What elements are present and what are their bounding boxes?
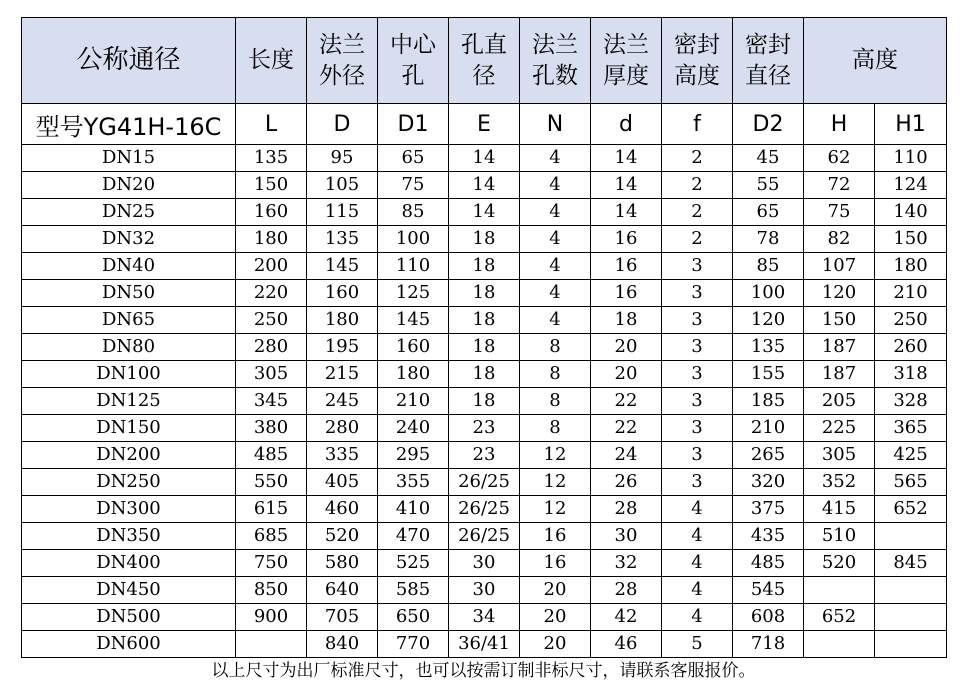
- table-cell: 150: [804, 307, 875, 334]
- table-cell: 14: [591, 172, 662, 199]
- table-cell: 16: [591, 226, 662, 253]
- table-cell: 640: [307, 577, 378, 604]
- table-cell: 160: [236, 199, 307, 226]
- table-cell: 210: [378, 388, 449, 415]
- table-row: [22, 307, 947, 334]
- header-nominal-diameter: 公称通径: [22, 18, 236, 104]
- table-cell: 180: [875, 253, 947, 280]
- table-cell: 405: [307, 469, 378, 496]
- table-cell: 85: [378, 199, 449, 226]
- table-cell: 3: [662, 388, 733, 415]
- table-cell: DN15: [22, 145, 236, 172]
- table-cell: 8: [520, 415, 591, 442]
- table-cell: 3: [662, 415, 733, 442]
- table-cell: DN100: [22, 361, 236, 388]
- table-cell: 18: [449, 280, 520, 307]
- table-cell: 18: [591, 307, 662, 334]
- symbol-D1: D1: [378, 104, 449, 145]
- table-cell: 42: [591, 604, 662, 631]
- table-cell: [875, 577, 947, 604]
- table-cell: 30: [449, 577, 520, 604]
- table-cell: 460: [307, 496, 378, 523]
- table-cell: 45: [733, 145, 804, 172]
- table-row: [22, 496, 947, 523]
- table-row: [22, 631, 947, 658]
- table-cell: 115: [307, 199, 378, 226]
- table-cell: 580: [307, 550, 378, 577]
- table-cell: 705: [307, 604, 378, 631]
- table-cell: 14: [449, 145, 520, 172]
- header-height: 高度: [804, 18, 947, 104]
- table-row: [22, 334, 947, 361]
- table-cell: 145: [307, 253, 378, 280]
- table-cell: 20: [591, 334, 662, 361]
- table-cell: 470: [378, 523, 449, 550]
- table-cell: 75: [804, 199, 875, 226]
- table-cell: 16: [591, 280, 662, 307]
- table-cell: DN450: [22, 577, 236, 604]
- table-cell: 4: [662, 496, 733, 523]
- table-cell: 36/41: [449, 631, 520, 658]
- table-cell: 120: [804, 280, 875, 307]
- table-cell: 18: [449, 388, 520, 415]
- header-flange-outer-diameter: 法兰 外径: [307, 18, 378, 104]
- table-cell: 140: [875, 199, 947, 226]
- table-cell: 187: [804, 334, 875, 361]
- table-cell: 225: [804, 415, 875, 442]
- table-cell: 150: [236, 172, 307, 199]
- table-row: [22, 523, 947, 550]
- table-cell: DN125: [22, 388, 236, 415]
- table-cell: 145: [378, 307, 449, 334]
- table-cell: 750: [236, 550, 307, 577]
- table-cell: 352: [804, 469, 875, 496]
- table-cell: 26: [591, 469, 662, 496]
- table-cell: 22: [591, 388, 662, 415]
- table-cell: 280: [307, 415, 378, 442]
- table-cell: 180: [378, 361, 449, 388]
- table-cell: 65: [378, 145, 449, 172]
- table-cell: 3: [662, 253, 733, 280]
- table-cell: 4: [520, 226, 591, 253]
- table-cell: DN40: [22, 253, 236, 280]
- table-cell: 160: [307, 280, 378, 307]
- table-row: [22, 145, 947, 172]
- table-cell: DN50: [22, 280, 236, 307]
- table-cell: 718: [733, 631, 804, 658]
- table-cell: 135: [307, 226, 378, 253]
- table-cell: 840: [307, 631, 378, 658]
- table-cell: 46: [591, 631, 662, 658]
- table-row: [22, 361, 947, 388]
- table-cell: 4: [520, 145, 591, 172]
- table-cell: 318: [875, 361, 947, 388]
- table-cell: 65: [733, 199, 804, 226]
- footer-note: 以上尺寸为出厂标准尺寸，也可以按需订制非标尺寸，请联系客服报价。: [211, 661, 756, 681]
- table-cell: 2: [662, 172, 733, 199]
- table-cell: 210: [733, 415, 804, 442]
- table-cell: [875, 631, 947, 658]
- symbol-D: D: [307, 104, 378, 145]
- header-center-hole: 中心 孔: [378, 18, 449, 104]
- table-cell: 520: [804, 550, 875, 577]
- table-cell: 4: [520, 172, 591, 199]
- table-cell: 28: [591, 577, 662, 604]
- table-cell: 125: [378, 280, 449, 307]
- table-cell: 4: [662, 577, 733, 604]
- table-cell: 55: [733, 172, 804, 199]
- table-cell: 295: [378, 442, 449, 469]
- table-cell: 380: [236, 415, 307, 442]
- table-row: [22, 388, 947, 415]
- table-cell: 335: [307, 442, 378, 469]
- table-cell: 510: [804, 523, 875, 550]
- table-row: [22, 172, 947, 199]
- table-cell: DN200: [22, 442, 236, 469]
- table-row: [22, 577, 947, 604]
- table-cell: 85: [733, 253, 804, 280]
- table-cell: 14: [449, 199, 520, 226]
- table-cell: 210: [875, 280, 947, 307]
- table-row: [22, 550, 947, 577]
- table-cell: 16: [591, 253, 662, 280]
- table-cell: DN20: [22, 172, 236, 199]
- table-cell: 652: [875, 496, 947, 523]
- table-cell: 26/25: [449, 469, 520, 496]
- table-cell: 18: [449, 334, 520, 361]
- table-cell: 95: [307, 145, 378, 172]
- table-cell: 14: [591, 199, 662, 226]
- table-cell: 14: [449, 172, 520, 199]
- header-length: 长度: [236, 18, 307, 104]
- header-flange-thickness: 法兰 厚度: [591, 18, 662, 104]
- table-cell: 245: [307, 388, 378, 415]
- table-cell: 150: [875, 226, 947, 253]
- table-row: [22, 199, 947, 226]
- table-cell: 16: [520, 523, 591, 550]
- table-cell: 120: [733, 307, 804, 334]
- table-cell: 4: [520, 280, 591, 307]
- symbol-H: H: [804, 104, 875, 145]
- table-cell: 14: [591, 145, 662, 172]
- table-cell: DN400: [22, 550, 236, 577]
- table-cell: 26/25: [449, 496, 520, 523]
- table-cell: 8: [520, 388, 591, 415]
- table-cell: 100: [378, 226, 449, 253]
- table-cell: 355: [378, 469, 449, 496]
- table-cell: 615: [236, 496, 307, 523]
- table-cell: 23: [449, 415, 520, 442]
- table-cell: 320: [733, 469, 804, 496]
- table-cell: 4: [520, 307, 591, 334]
- table-cell: 650: [378, 604, 449, 631]
- table-cell: 365: [875, 415, 947, 442]
- table-cell: 215: [307, 361, 378, 388]
- table-cell: 375: [733, 496, 804, 523]
- table-cell: 550: [236, 469, 307, 496]
- header-seal-height: 密封 高度: [662, 18, 733, 104]
- table-cell: 28: [591, 496, 662, 523]
- table-cell: 107: [804, 253, 875, 280]
- table-cell: 585: [378, 577, 449, 604]
- table-cell: DN600: [22, 631, 236, 658]
- table-cell: 305: [236, 361, 307, 388]
- table-cell: 525: [378, 550, 449, 577]
- table-cell: 20: [591, 361, 662, 388]
- table-cell: 75: [378, 172, 449, 199]
- table-cell: 415: [804, 496, 875, 523]
- table-cell: 565: [875, 469, 947, 496]
- table-cell: 32: [591, 550, 662, 577]
- table-cell: 3: [662, 280, 733, 307]
- table-cell: 4: [662, 523, 733, 550]
- table-cell: 12: [520, 469, 591, 496]
- table-cell: 425: [875, 442, 947, 469]
- table-cell: 3: [662, 307, 733, 334]
- table-cell: 22: [591, 415, 662, 442]
- table-cell: 18: [449, 361, 520, 388]
- symbol-H1: H1: [875, 104, 947, 145]
- table-cell: 2: [662, 199, 733, 226]
- table-cell: [875, 523, 947, 550]
- table-cell: DN25: [22, 199, 236, 226]
- table-cell: 250: [875, 307, 947, 334]
- table-cell: 16: [520, 550, 591, 577]
- table-cell: 685: [236, 523, 307, 550]
- table-row: [22, 469, 947, 496]
- table-cell: 220: [236, 280, 307, 307]
- table-cell: 195: [307, 334, 378, 361]
- table-cell: 105: [307, 172, 378, 199]
- table-cell: 240: [378, 415, 449, 442]
- table-cell: 62: [804, 145, 875, 172]
- table-cell: 20: [520, 577, 591, 604]
- table-cell: 845: [875, 550, 947, 577]
- table-cell: 4: [662, 604, 733, 631]
- table-cell: 8: [520, 334, 591, 361]
- table-cell: 200: [236, 253, 307, 280]
- table-cell: 20: [520, 631, 591, 658]
- table-cell: 26/25: [449, 523, 520, 550]
- table-cell: 205: [804, 388, 875, 415]
- table-row: [22, 442, 947, 469]
- header-row: [22, 18, 947, 104]
- table-cell: 260: [875, 334, 947, 361]
- table-cell: 18: [449, 253, 520, 280]
- table-cell: 30: [449, 550, 520, 577]
- table-cell: 23: [449, 442, 520, 469]
- table-cell: 485: [733, 550, 804, 577]
- symbol-N: N: [520, 104, 591, 145]
- table-row: [22, 280, 947, 307]
- symbol-L: L: [236, 104, 307, 145]
- table-row: [22, 226, 947, 253]
- dimensions-table: [21, 17, 947, 658]
- table-cell: 345: [236, 388, 307, 415]
- table-cell: 100: [733, 280, 804, 307]
- table-cell: 520: [307, 523, 378, 550]
- table-cell: [236, 631, 307, 658]
- table-cell: 850: [236, 577, 307, 604]
- table-cell: 4: [520, 253, 591, 280]
- table-cell: 3: [662, 469, 733, 496]
- table-cell: 2: [662, 226, 733, 253]
- table-cell: 24: [591, 442, 662, 469]
- table-cell: 2: [662, 145, 733, 172]
- table-cell: 328: [875, 388, 947, 415]
- header-seal-diameter: 密封 直径: [733, 18, 804, 104]
- table-cell: 110: [875, 145, 947, 172]
- table-cell: [804, 577, 875, 604]
- table-cell: 30: [591, 523, 662, 550]
- table-cell: 305: [804, 442, 875, 469]
- table-cell: 12: [520, 496, 591, 523]
- table-cell: 187: [804, 361, 875, 388]
- table-cell: 770: [378, 631, 449, 658]
- table-cell: 160: [378, 334, 449, 361]
- table-row: [22, 253, 947, 280]
- model-label: 型号YG41H-16C: [22, 104, 236, 145]
- table-cell: 34: [449, 604, 520, 631]
- table-cell: 18: [449, 307, 520, 334]
- table-cell: 545: [733, 577, 804, 604]
- table-cell: 410: [378, 496, 449, 523]
- table-cell: 652: [804, 604, 875, 631]
- symbol-f: f: [662, 104, 733, 145]
- table-cell: DN32: [22, 226, 236, 253]
- table-cell: 124: [875, 172, 947, 199]
- table-cell: 12: [520, 442, 591, 469]
- table-cell: 20: [520, 604, 591, 631]
- table-cell: 3: [662, 442, 733, 469]
- table-row: [22, 415, 947, 442]
- table-cell: 180: [307, 307, 378, 334]
- header-flange-hole-count: 法兰 孔数: [520, 18, 591, 104]
- table-cell: 8: [520, 361, 591, 388]
- table-cell: 280: [236, 334, 307, 361]
- table-cell: 18: [449, 226, 520, 253]
- table-cell: DN80: [22, 334, 236, 361]
- table-cell: 485: [236, 442, 307, 469]
- table-cell: 180: [236, 226, 307, 253]
- table-cell: 608: [733, 604, 804, 631]
- table-cell: DN250: [22, 469, 236, 496]
- symbol-d: d: [591, 104, 662, 145]
- table-row: [22, 604, 947, 631]
- table-cell: 250: [236, 307, 307, 334]
- table-cell: DN150: [22, 415, 236, 442]
- table-cell: 5: [662, 631, 733, 658]
- table-cell: 135: [236, 145, 307, 172]
- header-hole-diameter: 孔直 径: [449, 18, 520, 104]
- table-cell: DN500: [22, 604, 236, 631]
- table-cell: 72: [804, 172, 875, 199]
- symbol-D2: D2: [733, 104, 804, 145]
- table-cell: 4: [520, 199, 591, 226]
- table-cell: 3: [662, 361, 733, 388]
- table-cell: DN300: [22, 496, 236, 523]
- table-cell: 435: [733, 523, 804, 550]
- table-cell: [875, 604, 947, 631]
- table-cell: 265: [733, 442, 804, 469]
- table-cell: 135: [733, 334, 804, 361]
- table-cell: 78: [733, 226, 804, 253]
- table-cell: 900: [236, 604, 307, 631]
- table-cell: DN65: [22, 307, 236, 334]
- symbol-E: E: [449, 104, 520, 145]
- table-cell: 155: [733, 361, 804, 388]
- table-cell: DN350: [22, 523, 236, 550]
- symbol-row: [22, 104, 947, 145]
- table-cell: [804, 631, 875, 658]
- table-cell: 4: [662, 550, 733, 577]
- table-cell: 82: [804, 226, 875, 253]
- table-cell: 3: [662, 334, 733, 361]
- table-cell: 110: [378, 253, 449, 280]
- table-cell: 185: [733, 388, 804, 415]
